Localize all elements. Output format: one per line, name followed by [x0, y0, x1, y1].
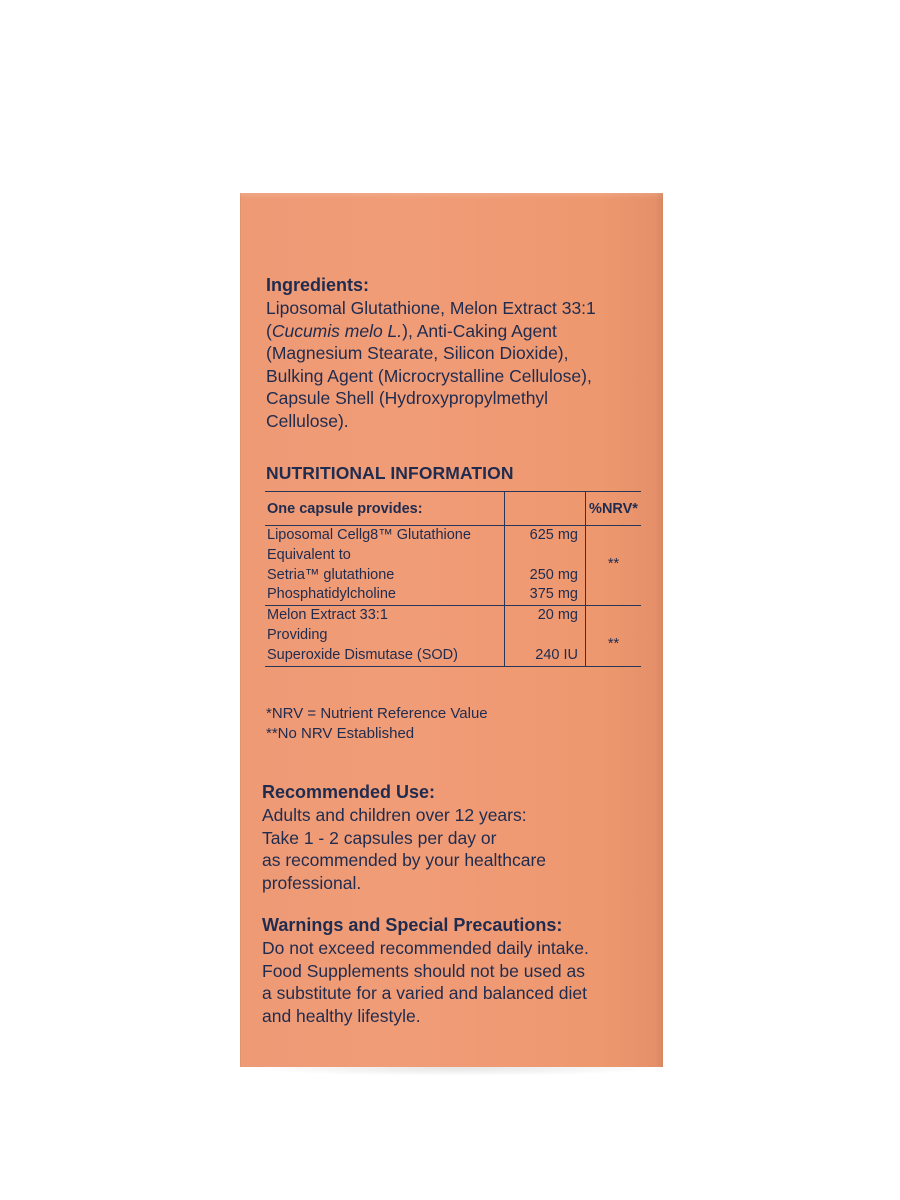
table-row — [265, 606, 641, 666]
nutritional-information-heading: NUTRITIONAL INFORMATION — [266, 463, 514, 483]
ingredient-amounts: 20 mg 240 IU — [505, 606, 586, 666]
ingredients-line: Liposomal Glutathione, Melon Extract 33:1 — [266, 298, 596, 318]
ingredients-line: (Magnesium Stearate, Silicon Dioxide), — [266, 343, 569, 363]
header-provides: One capsule provides: — [265, 492, 505, 526]
warnings-heading: Warnings and Special Precautions: — [262, 915, 563, 935]
ingredients-line: Capsule Shell (Hydroxypropylmethyl — [266, 388, 549, 408]
nrv-value: ** — [586, 526, 642, 606]
ingredients-heading: Ingredients: — [266, 275, 370, 295]
recommended-use-text: Adults and children over 12 years: Take 1 - 2 capsules per day or as recommended by your healthcare professional. — [262, 805, 547, 893]
nutrition-table — [265, 491, 641, 667]
ingredients-line: Cellulose). — [266, 410, 349, 431]
ingredients-line: (Cucumis melo L.), Anti-Caking Agent — [266, 320, 557, 341]
ingredients-text — [266, 297, 596, 432]
header-nrv: %NRV* — [586, 492, 642, 526]
footnote-nrv: *NRV = Nutrient Reference Value — [266, 705, 488, 722]
ingredient-names: Melon Extract 33:1 Providing Superoxide Dismutase (SOD) — [265, 606, 505, 666]
nrv-value: ** — [586, 606, 642, 666]
product-box-back — [240, 193, 663, 1067]
ingredient-names: Liposomal Cellg8™ Glutathione Equivalent to Setria™ glutathione Phosphatidylcholine — [265, 526, 505, 606]
ingredients-line: Bulking Agent (Microcrystalline Cellulose), — [266, 365, 592, 386]
botanical-name: Cucumis melo L. — [271, 320, 403, 341]
nrv-footnotes — [266, 704, 488, 744]
warnings-text: Do not exceed recommended daily intake. Food Supplements should not be used as a substitute for a varied and balanced diet and healthy lifestyle. — [262, 938, 589, 1026]
footnote-no-nrv: **No NRV Established — [266, 725, 415, 742]
table-row — [265, 526, 641, 606]
ingredient-amounts: 625 mg 250 mg 375 mg — [505, 526, 586, 606]
header-amount — [505, 492, 586, 526]
recommended-use-heading: Recommended Use: — [262, 782, 436, 802]
nutrition-table-header — [265, 492, 641, 526]
